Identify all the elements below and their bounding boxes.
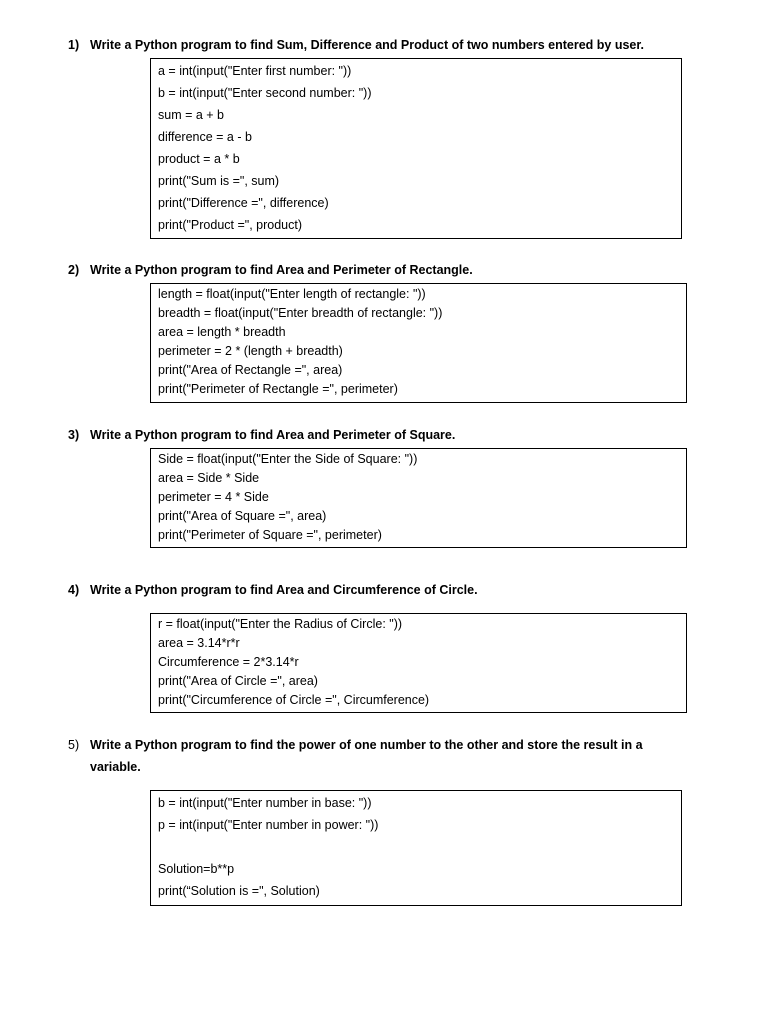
code-block xyxy=(150,283,687,403)
code-line: a = int(input("Enter first number: ")) xyxy=(158,64,352,78)
question-title: Write a Python program to find the power of one number to the other and store the result in a variable. xyxy=(90,738,643,774)
code-line: length = float(input("Enter length of rectangle: ")) xyxy=(158,287,426,301)
code-line: print("Sum is =", sum) xyxy=(158,174,280,188)
code-block xyxy=(150,613,687,713)
question-heading xyxy=(68,259,473,281)
code-line xyxy=(158,836,674,858)
code-line: breadth = float(input("Enter breadth of rectangle: ")) xyxy=(158,306,443,320)
question-title: Write a Python program to find Area and Perimeter of Square. xyxy=(90,428,456,442)
code-line: perimeter = 2 * (length + breadth) xyxy=(158,344,343,358)
code-line: area = 3.14*r*r xyxy=(158,636,240,650)
code-line: b = int(input("Enter second number: ")) xyxy=(158,86,372,100)
code-line: Circumference = 2*3.14*r xyxy=(158,655,299,669)
question-heading xyxy=(68,579,478,601)
code-line: area = Side * Side xyxy=(158,471,260,485)
question-heading xyxy=(68,424,455,446)
code-line: b = int(input("Enter number in base: ")) xyxy=(158,796,372,810)
code-line: p = int(input("Enter number in power: ")) xyxy=(158,818,379,832)
question-number: 4) xyxy=(68,583,80,597)
code-line: print("Area of Circle =", area) xyxy=(158,674,318,688)
code-line: print("Area of Rectangle =", area) xyxy=(158,363,343,377)
code-line: print("Perimeter of Rectangle =", perimeter) xyxy=(158,382,398,396)
question-number: 3) xyxy=(68,428,80,442)
question-title: Write a Python program to find Sum, Difference and Product of two numbers entered by user. xyxy=(90,38,645,52)
code-line: print("Perimeter of Square =", perimeter) xyxy=(158,528,382,542)
question-heading xyxy=(68,34,644,56)
question-number: 5) xyxy=(68,738,80,752)
code-line: r = float(input("Enter the Radius of Circle: ")) xyxy=(158,617,403,631)
code-line: print("Circumference of Circle =", Circumference) xyxy=(158,693,430,707)
code-block xyxy=(150,448,687,548)
code-line: print("Product =", product) xyxy=(158,218,303,232)
code-line: perimeter = 4 * Side xyxy=(158,490,269,504)
code-line: product = a * b xyxy=(158,152,240,166)
code-line: sum = a + b xyxy=(158,108,225,122)
code-line: area = length * breadth xyxy=(158,325,286,339)
code-line: print("Area of Square =", area) xyxy=(158,509,327,523)
code-line: print(“Solution is =", Solution) xyxy=(158,884,320,898)
question-title: Write a Python program to find Area and Circumference of Circle. xyxy=(90,583,478,597)
question-number: 1) xyxy=(68,38,80,52)
code-line: Side = float(input("Enter the Side of Square: ")) xyxy=(158,452,418,466)
question-title: Write a Python program to find Area and Perimeter of Rectangle. xyxy=(90,263,473,277)
code-line: Solution=b**p xyxy=(158,862,235,876)
code-block xyxy=(150,790,682,906)
code-line: difference = a - b xyxy=(158,130,252,144)
code-line: print("Difference =", difference) xyxy=(158,196,329,210)
question-number: 2) xyxy=(68,263,80,277)
question-heading xyxy=(68,734,678,774)
code-block xyxy=(150,58,682,239)
